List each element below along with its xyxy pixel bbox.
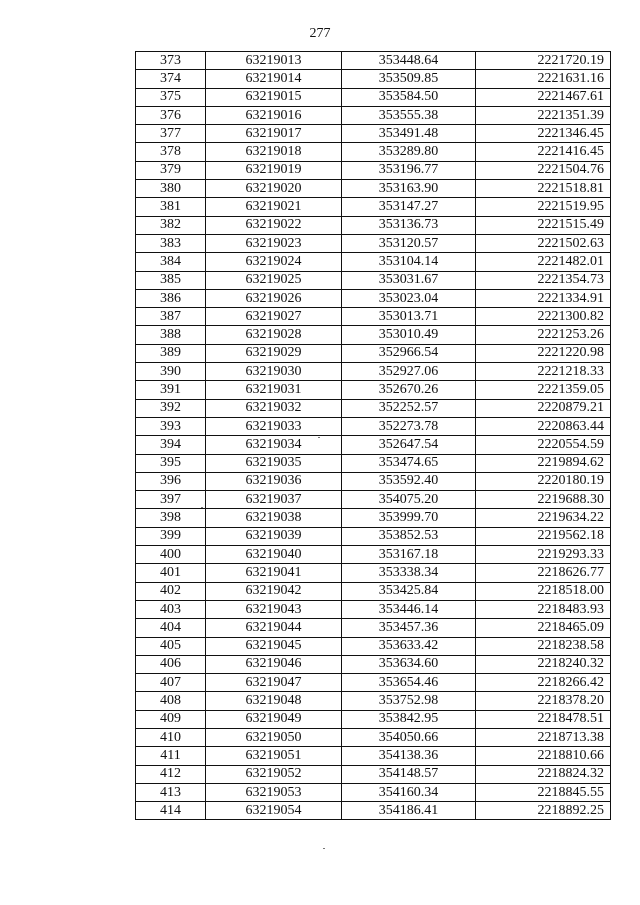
row-number-cell: 380 <box>136 180 206 198</box>
row-number-cell: 389 <box>136 344 206 362</box>
x-coordinate-cell: 353023.04 <box>342 289 476 307</box>
row-number-cell: 411 <box>136 747 206 765</box>
y-coordinate-cell: 2221416.45 <box>476 143 611 161</box>
point-id-cell: 63219048 <box>206 692 342 710</box>
x-coordinate-cell: 353584.50 <box>342 88 476 106</box>
table-row <box>136 546 611 564</box>
x-coordinate-cell: 352927.06 <box>342 363 476 381</box>
table-row <box>136 308 611 326</box>
table-row <box>136 70 611 88</box>
row-number-cell: 412 <box>136 765 206 783</box>
row-number-cell: 400 <box>136 546 206 564</box>
row-number-cell: 393 <box>136 417 206 435</box>
row-number-cell: 414 <box>136 802 206 820</box>
table-row <box>136 381 611 399</box>
x-coordinate-cell: 353446.14 <box>342 600 476 618</box>
point-id-cell: 63219054 <box>206 802 342 820</box>
row-number-cell: 384 <box>136 253 206 271</box>
x-coordinate-cell: 352273.78 <box>342 417 476 435</box>
point-id-cell: 63219040 <box>206 546 342 564</box>
x-coordinate-cell: 353104.14 <box>342 253 476 271</box>
point-id-cell: 63219029 <box>206 344 342 362</box>
point-id-cell: 63219038 <box>206 509 342 527</box>
point-id-cell: 63219022 <box>206 216 342 234</box>
point-id-cell: 63219035 <box>206 454 342 472</box>
y-coordinate-cell: 2218845.55 <box>476 783 611 801</box>
row-number-cell: 409 <box>136 710 206 728</box>
x-coordinate-cell: 353167.18 <box>342 546 476 564</box>
row-number-cell: 410 <box>136 728 206 746</box>
y-coordinate-cell: 2219634.22 <box>476 509 611 527</box>
x-coordinate-cell: 353555.38 <box>342 106 476 124</box>
point-id-cell: 63219053 <box>206 783 342 801</box>
point-id-cell: 63219043 <box>206 600 342 618</box>
y-coordinate-cell: 2221502.63 <box>476 234 611 252</box>
table-row <box>136 125 611 143</box>
table-row <box>136 491 611 509</box>
y-coordinate-cell: 2219562.18 <box>476 527 611 545</box>
y-coordinate-cell: 2221467.61 <box>476 88 611 106</box>
y-coordinate-cell: 2218266.42 <box>476 674 611 692</box>
x-coordinate-cell: 353999.70 <box>342 509 476 527</box>
point-id-cell: 63219026 <box>206 289 342 307</box>
x-coordinate-cell: 353509.85 <box>342 70 476 88</box>
x-coordinate-cell: 354160.34 <box>342 783 476 801</box>
row-number-cell: 381 <box>136 198 206 216</box>
x-coordinate-cell: 353457.36 <box>342 619 476 637</box>
x-coordinate-cell: 353448.64 <box>342 52 476 70</box>
y-coordinate-cell: 2218518.00 <box>476 582 611 600</box>
table-row <box>136 289 611 307</box>
x-coordinate-cell: 353031.67 <box>342 271 476 289</box>
y-coordinate-cell: 2221346.45 <box>476 125 611 143</box>
y-coordinate-cell: 2221518.81 <box>476 180 611 198</box>
table-row <box>136 619 611 637</box>
point-id-cell: 63219028 <box>206 326 342 344</box>
x-coordinate-cell: 353010.49 <box>342 326 476 344</box>
y-coordinate-cell: 2218478.51 <box>476 710 611 728</box>
point-id-cell: 63219018 <box>206 143 342 161</box>
y-coordinate-cell: 2221359.05 <box>476 381 611 399</box>
y-coordinate-cell: 2221218.33 <box>476 363 611 381</box>
x-coordinate-cell: 353147.27 <box>342 198 476 216</box>
table-row <box>136 728 611 746</box>
y-coordinate-cell: 2218810.66 <box>476 747 611 765</box>
row-number-cell: 403 <box>136 600 206 618</box>
point-id-cell: 63219014 <box>206 70 342 88</box>
table-row <box>136 436 611 454</box>
point-id-cell: 63219052 <box>206 765 342 783</box>
row-number-cell: 382 <box>136 216 206 234</box>
y-coordinate-cell: 2218626.77 <box>476 564 611 582</box>
point-id-cell: 63219042 <box>206 582 342 600</box>
row-number-cell: 387 <box>136 308 206 326</box>
y-coordinate-cell: 2221504.76 <box>476 161 611 179</box>
x-coordinate-cell: 354138.36 <box>342 747 476 765</box>
table-row <box>136 783 611 801</box>
table-row <box>136 234 611 252</box>
row-number-cell: 388 <box>136 326 206 344</box>
x-coordinate-cell: 353592.40 <box>342 472 476 490</box>
y-coordinate-cell: 2220863.44 <box>476 417 611 435</box>
page-number: 277 <box>309 26 331 41</box>
y-coordinate-cell: 2221482.01 <box>476 253 611 271</box>
table-row <box>136 344 611 362</box>
x-coordinate-cell: 353474.65 <box>342 454 476 472</box>
scan-speck <box>201 507 203 508</box>
row-number-cell: 399 <box>136 527 206 545</box>
row-number-cell: 398 <box>136 509 206 527</box>
point-id-cell: 63219023 <box>206 234 342 252</box>
y-coordinate-cell: 2218713.38 <box>476 728 611 746</box>
row-number-cell: 397 <box>136 491 206 509</box>
point-id-cell: 63219016 <box>206 106 342 124</box>
x-coordinate-cell: 352966.54 <box>342 344 476 362</box>
x-coordinate-cell: 353013.71 <box>342 308 476 326</box>
row-number-cell: 404 <box>136 619 206 637</box>
row-number-cell: 408 <box>136 692 206 710</box>
table-row <box>136 472 611 490</box>
table-row <box>136 216 611 234</box>
row-number-cell: 386 <box>136 289 206 307</box>
point-id-cell: 63219024 <box>206 253 342 271</box>
row-number-cell: 373 <box>136 52 206 70</box>
row-number-cell: 375 <box>136 88 206 106</box>
y-coordinate-cell: 2220554.59 <box>476 436 611 454</box>
point-id-cell: 63219033 <box>206 417 342 435</box>
table-row <box>136 582 611 600</box>
table-row <box>136 52 611 70</box>
table-row <box>136 417 611 435</box>
row-number-cell: 376 <box>136 106 206 124</box>
y-coordinate-cell: 2221720.19 <box>476 52 611 70</box>
y-coordinate-cell: 2220879.21 <box>476 399 611 417</box>
point-id-cell: 63219025 <box>206 271 342 289</box>
table-row <box>136 527 611 545</box>
x-coordinate-cell: 353425.84 <box>342 582 476 600</box>
y-coordinate-cell: 2218483.93 <box>476 600 611 618</box>
table-row <box>136 106 611 124</box>
table-row <box>136 180 611 198</box>
table-row <box>136 509 611 527</box>
scan-speck <box>318 437 320 438</box>
row-number-cell: 391 <box>136 381 206 399</box>
point-id-cell: 63219041 <box>206 564 342 582</box>
y-coordinate-cell: 2221515.49 <box>476 216 611 234</box>
point-id-cell: 63219050 <box>206 728 342 746</box>
row-number-cell: 407 <box>136 674 206 692</box>
x-coordinate-cell: 353634.60 <box>342 655 476 673</box>
x-coordinate-cell: 352252.57 <box>342 399 476 417</box>
x-coordinate-cell: 353491.48 <box>342 125 476 143</box>
table-row <box>136 271 611 289</box>
y-coordinate-cell: 2218238.58 <box>476 637 611 655</box>
x-coordinate-cell: 353120.57 <box>342 234 476 252</box>
y-coordinate-cell: 2218892.25 <box>476 802 611 820</box>
table-row <box>136 363 611 381</box>
point-id-cell: 63219045 <box>206 637 342 655</box>
table-row <box>136 253 611 271</box>
row-number-cell: 378 <box>136 143 206 161</box>
row-number-cell: 377 <box>136 125 206 143</box>
row-number-cell: 383 <box>136 234 206 252</box>
x-coordinate-cell: 352647.54 <box>342 436 476 454</box>
table-row <box>136 710 611 728</box>
y-coordinate-cell: 2218240.32 <box>476 655 611 673</box>
row-number-cell: 396 <box>136 472 206 490</box>
row-number-cell: 392 <box>136 399 206 417</box>
table-row <box>136 692 611 710</box>
point-id-cell: 63219017 <box>206 125 342 143</box>
point-id-cell: 63219013 <box>206 52 342 70</box>
coordinates-table <box>135 51 611 820</box>
row-number-cell: 395 <box>136 454 206 472</box>
table-row <box>136 802 611 820</box>
x-coordinate-cell: 354148.57 <box>342 765 476 783</box>
table-row <box>136 88 611 106</box>
point-id-cell: 63219031 <box>206 381 342 399</box>
y-coordinate-cell: 2218465.09 <box>476 619 611 637</box>
row-number-cell: 390 <box>136 363 206 381</box>
coordinates-table-body <box>136 52 611 820</box>
y-coordinate-cell: 2221631.16 <box>476 70 611 88</box>
point-id-cell: 63219030 <box>206 363 342 381</box>
x-coordinate-cell: 353633.42 <box>342 637 476 655</box>
point-id-cell: 63219044 <box>206 619 342 637</box>
scan-speck <box>323 848 325 849</box>
table-row <box>136 655 611 673</box>
x-coordinate-cell: 354075.20 <box>342 491 476 509</box>
table-row <box>136 454 611 472</box>
row-number-cell: 374 <box>136 70 206 88</box>
y-coordinate-cell: 2219894.62 <box>476 454 611 472</box>
table-row <box>136 765 611 783</box>
row-number-cell: 394 <box>136 436 206 454</box>
y-coordinate-cell: 2221220.98 <box>476 344 611 362</box>
x-coordinate-cell: 352670.26 <box>342 381 476 399</box>
point-id-cell: 63219015 <box>206 88 342 106</box>
y-coordinate-cell: 2220180.19 <box>476 472 611 490</box>
row-number-cell: 385 <box>136 271 206 289</box>
table-row <box>136 600 611 618</box>
point-id-cell: 63219049 <box>206 710 342 728</box>
y-coordinate-cell: 2221300.82 <box>476 308 611 326</box>
point-id-cell: 63219046 <box>206 655 342 673</box>
y-coordinate-cell: 2219293.33 <box>476 546 611 564</box>
row-number-cell: 401 <box>136 564 206 582</box>
x-coordinate-cell: 353752.98 <box>342 692 476 710</box>
x-coordinate-cell: 353163.90 <box>342 180 476 198</box>
table-row <box>136 399 611 417</box>
table-row <box>136 637 611 655</box>
point-id-cell: 63219021 <box>206 198 342 216</box>
point-id-cell: 63219020 <box>206 180 342 198</box>
x-coordinate-cell: 354050.66 <box>342 728 476 746</box>
y-coordinate-cell: 2221334.91 <box>476 289 611 307</box>
x-coordinate-cell: 353289.80 <box>342 143 476 161</box>
table-row <box>136 674 611 692</box>
y-coordinate-cell: 2221354.73 <box>476 271 611 289</box>
table-row <box>136 747 611 765</box>
row-number-cell: 413 <box>136 783 206 801</box>
x-coordinate-cell: 353338.34 <box>342 564 476 582</box>
row-number-cell: 402 <box>136 582 206 600</box>
x-coordinate-cell: 353842.95 <box>342 710 476 728</box>
point-id-cell: 63219051 <box>206 747 342 765</box>
row-number-cell: 379 <box>136 161 206 179</box>
point-id-cell: 63219034 <box>206 436 342 454</box>
x-coordinate-cell: 353136.73 <box>342 216 476 234</box>
table-row <box>136 564 611 582</box>
y-coordinate-cell: 2218824.32 <box>476 765 611 783</box>
row-number-cell: 405 <box>136 637 206 655</box>
point-id-cell: 63219036 <box>206 472 342 490</box>
table-row <box>136 198 611 216</box>
table-row <box>136 161 611 179</box>
x-coordinate-cell: 353852.53 <box>342 527 476 545</box>
y-coordinate-cell: 2219688.30 <box>476 491 611 509</box>
y-coordinate-cell: 2221351.39 <box>476 106 611 124</box>
y-coordinate-cell: 2221519.95 <box>476 198 611 216</box>
point-id-cell: 63219019 <box>206 161 342 179</box>
point-id-cell: 63219032 <box>206 399 342 417</box>
point-id-cell: 63219027 <box>206 308 342 326</box>
x-coordinate-cell: 353654.46 <box>342 674 476 692</box>
y-coordinate-cell: 2218378.20 <box>476 692 611 710</box>
y-coordinate-cell: 2221253.26 <box>476 326 611 344</box>
point-id-cell: 63219047 <box>206 674 342 692</box>
row-number-cell: 406 <box>136 655 206 673</box>
point-id-cell: 63219039 <box>206 527 342 545</box>
point-id-cell: 63219037 <box>206 491 342 509</box>
x-coordinate-cell: 353196.77 <box>342 161 476 179</box>
x-coordinate-cell: 354186.41 <box>342 802 476 820</box>
table-row <box>136 143 611 161</box>
table-row <box>136 326 611 344</box>
